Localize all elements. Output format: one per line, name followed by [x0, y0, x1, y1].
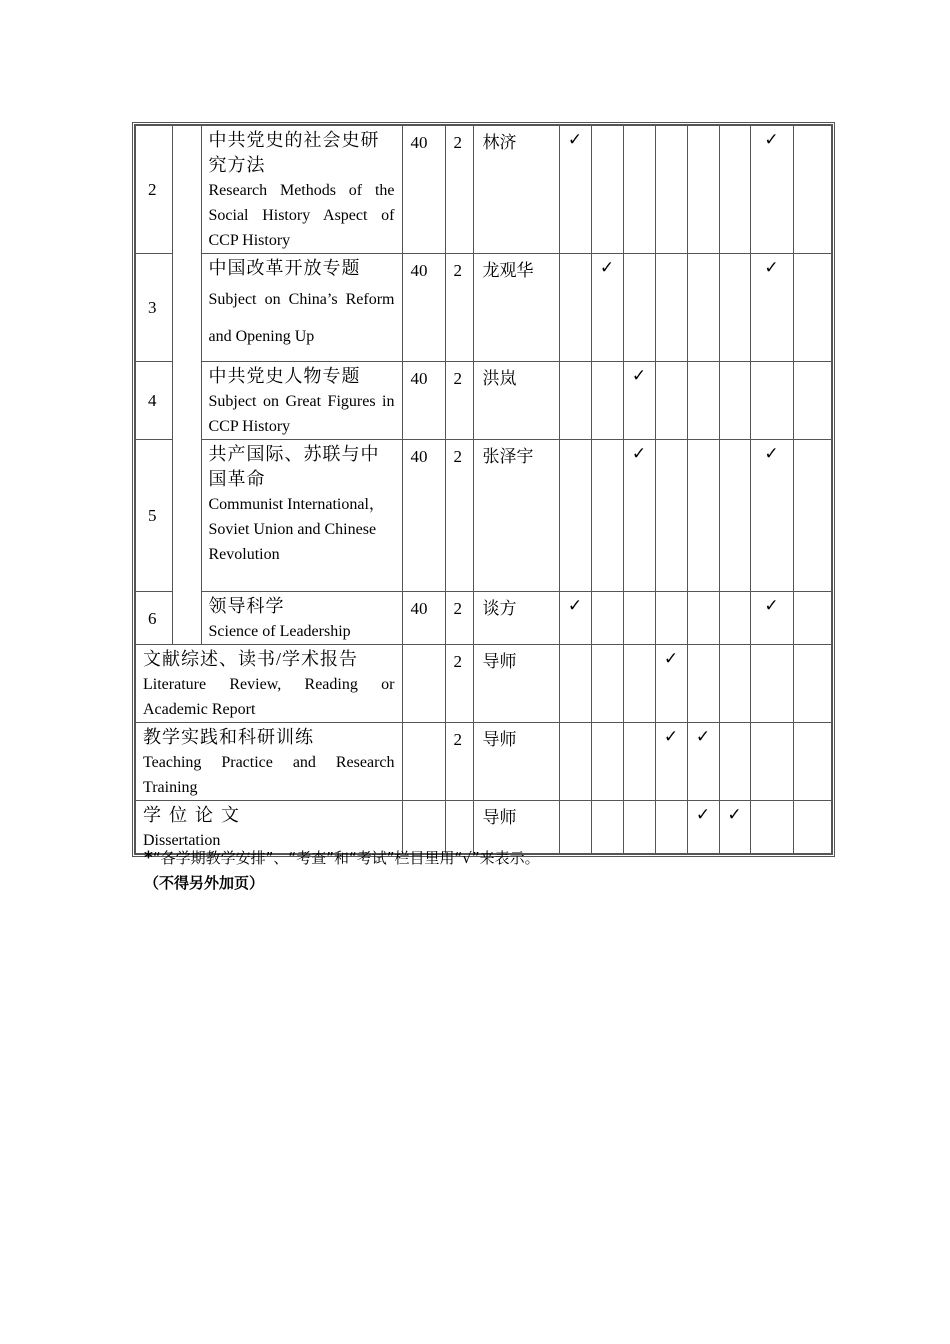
course-name-en: Communist International，Soviet Union and Chinese Revolution — [208, 496, 385, 563]
semester-6-cell — [719, 362, 750, 440]
semester-6-cell — [719, 723, 750, 801]
exam-check-cell — [750, 254, 793, 362]
course-hours: 40 — [402, 254, 445, 362]
course-teacher: 张泽宇 — [473, 440, 559, 592]
semester-3-cell — [623, 723, 655, 801]
semester-5-cell — [687, 125, 719, 254]
semester-4-cell — [655, 254, 687, 362]
semester-2-cell — [591, 801, 623, 855]
semester-4-cell — [655, 125, 687, 254]
course-hours: 40 — [402, 592, 445, 645]
semester-5-cell — [687, 801, 719, 855]
course-name-zh: 中共党史的社会史研究方法 — [208, 130, 380, 175]
test-check-cell — [793, 254, 832, 362]
check-icon: ✓ — [599, 258, 615, 278]
semester-5-cell — [687, 440, 719, 592]
semester-4-cell — [655, 440, 687, 592]
semester-1-cell — [559, 254, 591, 362]
course-credits: 2 — [445, 362, 473, 440]
check-icon: ✓ — [663, 727, 679, 747]
course-name-zh: 中共党史人物专题 — [208, 366, 361, 386]
course-teacher: 谈方 — [473, 592, 559, 645]
table-row — [135, 801, 832, 855]
course-credits: 2 — [445, 592, 473, 645]
test-check-cell — [793, 801, 832, 855]
course-number: 6 — [135, 592, 172, 645]
test-check-cell — [793, 645, 832, 723]
course-name-zh: 文献综述、读书/学术报告 — [143, 649, 358, 669]
course-name-zh: 学位论文 — [143, 805, 247, 825]
exam-check-cell — [750, 440, 793, 592]
check-icon: ✓ — [695, 727, 711, 747]
table-row — [135, 723, 832, 801]
semester-1-cell — [559, 723, 591, 801]
course-hours: 40 — [402, 362, 445, 440]
course-name-en: Teaching Practice and Research Training — [143, 754, 395, 796]
semester-1-cell — [559, 592, 591, 645]
course-name-en: Subject on Great Figures in CCP History — [208, 393, 395, 435]
course-credits: 2 — [445, 645, 473, 723]
check-icon: ✓ — [764, 444, 779, 464]
semester-1-cell — [559, 362, 591, 440]
semester-1-cell — [559, 440, 591, 592]
course-hours — [402, 645, 445, 723]
course-credits: 2 — [445, 723, 473, 801]
semester-3-cell — [623, 440, 655, 592]
course-teacher: 导师 — [473, 645, 559, 723]
check-icon: ✓ — [764, 596, 779, 616]
category-cell — [172, 125, 201, 645]
course-name-zh: 中国改革开放专题 — [208, 258, 361, 278]
course-name-zh: 领导科学 — [208, 596, 285, 616]
course-hours — [402, 723, 445, 801]
test-check-cell — [793, 440, 832, 592]
table-row — [135, 592, 832, 645]
semester-4-cell — [655, 645, 687, 723]
course-hours: 40 — [402, 125, 445, 254]
course-teacher: 导师 — [473, 801, 559, 855]
semester-4-cell — [655, 801, 687, 855]
course-credits: 2 — [445, 440, 473, 592]
semester-3-cell — [623, 254, 655, 362]
footnote-no-extra-pages: （不得另外加页） — [144, 874, 265, 892]
exam-check-cell — [750, 125, 793, 254]
semester-2-cell — [591, 254, 623, 362]
semester-6-cell — [719, 440, 750, 592]
special-course-name-cell — [135, 645, 402, 723]
course-name-cell — [201, 440, 402, 592]
semester-1-cell — [559, 801, 591, 855]
table-row — [135, 254, 832, 362]
exam-check-cell — [750, 801, 793, 855]
course-name-en: Research Methods of the Social History Aspect of CCP History — [208, 182, 395, 249]
course-name-en: Literature Review, Reading or Academic Report — [143, 676, 395, 718]
course-name-cell — [201, 125, 402, 254]
course-name-en: Dissertation — [143, 832, 221, 849]
course-name-cell — [201, 254, 402, 362]
semester-3-cell — [623, 125, 655, 254]
semester-4-cell — [655, 592, 687, 645]
semester-4-cell — [655, 723, 687, 801]
semester-5-cell — [687, 645, 719, 723]
special-course-name-cell — [135, 801, 402, 855]
semester-6-cell — [719, 592, 750, 645]
course-hours — [402, 801, 445, 855]
semester-3-cell — [623, 362, 655, 440]
semester-2-cell — [591, 440, 623, 592]
course-name-zh: 共产国际、苏联与中国革命 — [208, 444, 380, 489]
semester-5-cell — [687, 254, 719, 362]
test-check-cell — [793, 723, 832, 801]
course-number: 4 — [135, 362, 172, 440]
semester-3-cell — [623, 645, 655, 723]
footnote-star: * — [144, 848, 153, 868]
semester-6-cell — [719, 801, 750, 855]
semester-5-cell — [687, 592, 719, 645]
test-check-cell — [793, 125, 832, 254]
semester-3-cell — [623, 801, 655, 855]
course-credits — [445, 801, 473, 855]
test-check-cell — [793, 362, 832, 440]
check-icon: ✓ — [695, 805, 711, 825]
check-icon: ✓ — [631, 366, 647, 386]
course-table — [134, 124, 833, 855]
check-icon: ✓ — [764, 130, 779, 150]
semester-2-cell — [591, 723, 623, 801]
semester-4-cell — [655, 362, 687, 440]
semester-2-cell — [591, 645, 623, 723]
semester-2-cell — [591, 125, 623, 254]
table-row — [135, 645, 832, 723]
table-row — [135, 440, 832, 592]
course-teacher: 导师 — [473, 723, 559, 801]
semester-6-cell — [719, 645, 750, 723]
exam-check-cell — [750, 723, 793, 801]
exam-check-cell — [750, 362, 793, 440]
course-number: 2 — [135, 125, 172, 254]
table-row — [135, 362, 832, 440]
special-course-name-cell — [135, 723, 402, 801]
course-teacher: 龙观华 — [473, 254, 559, 362]
check-icon: ✓ — [567, 596, 583, 616]
footnote — [144, 847, 540, 869]
semester-1-cell — [559, 125, 591, 254]
check-icon: ✓ — [567, 130, 583, 150]
semester-2-cell — [591, 362, 623, 440]
course-name-en: Subject on China’s Reform and Opening Up — [208, 291, 395, 345]
table-row — [135, 125, 832, 254]
course-teacher: 林济 — [473, 125, 559, 254]
course-number: 5 — [135, 440, 172, 592]
course-name-cell — [201, 362, 402, 440]
course-name-cell — [201, 592, 402, 645]
semester-5-cell — [687, 362, 719, 440]
course-teacher: 洪岚 — [473, 362, 559, 440]
footnote-text: “各学期教学安排”、“考查”和“考试”栏目里用“√”来表示。 — [152, 849, 540, 867]
course-name-en: Science of Leadership — [208, 623, 351, 640]
check-icon: ✓ — [727, 805, 742, 825]
check-icon: ✓ — [663, 649, 679, 669]
course-name-zh: 教学实践和科研训练 — [143, 727, 314, 747]
semester-6-cell — [719, 125, 750, 254]
semester-5-cell — [687, 723, 719, 801]
semester-1-cell — [559, 645, 591, 723]
semester-6-cell — [719, 254, 750, 362]
exam-check-cell — [750, 592, 793, 645]
semester-3-cell — [623, 592, 655, 645]
course-credits: 2 — [445, 125, 473, 254]
semester-2-cell — [591, 592, 623, 645]
check-icon: ✓ — [764, 258, 779, 278]
test-check-cell — [793, 592, 832, 645]
course-number: 3 — [135, 254, 172, 362]
check-icon: ✓ — [631, 444, 647, 464]
course-hours: 40 — [402, 440, 445, 592]
exam-check-cell — [750, 645, 793, 723]
course-credits: 2 — [445, 254, 473, 362]
